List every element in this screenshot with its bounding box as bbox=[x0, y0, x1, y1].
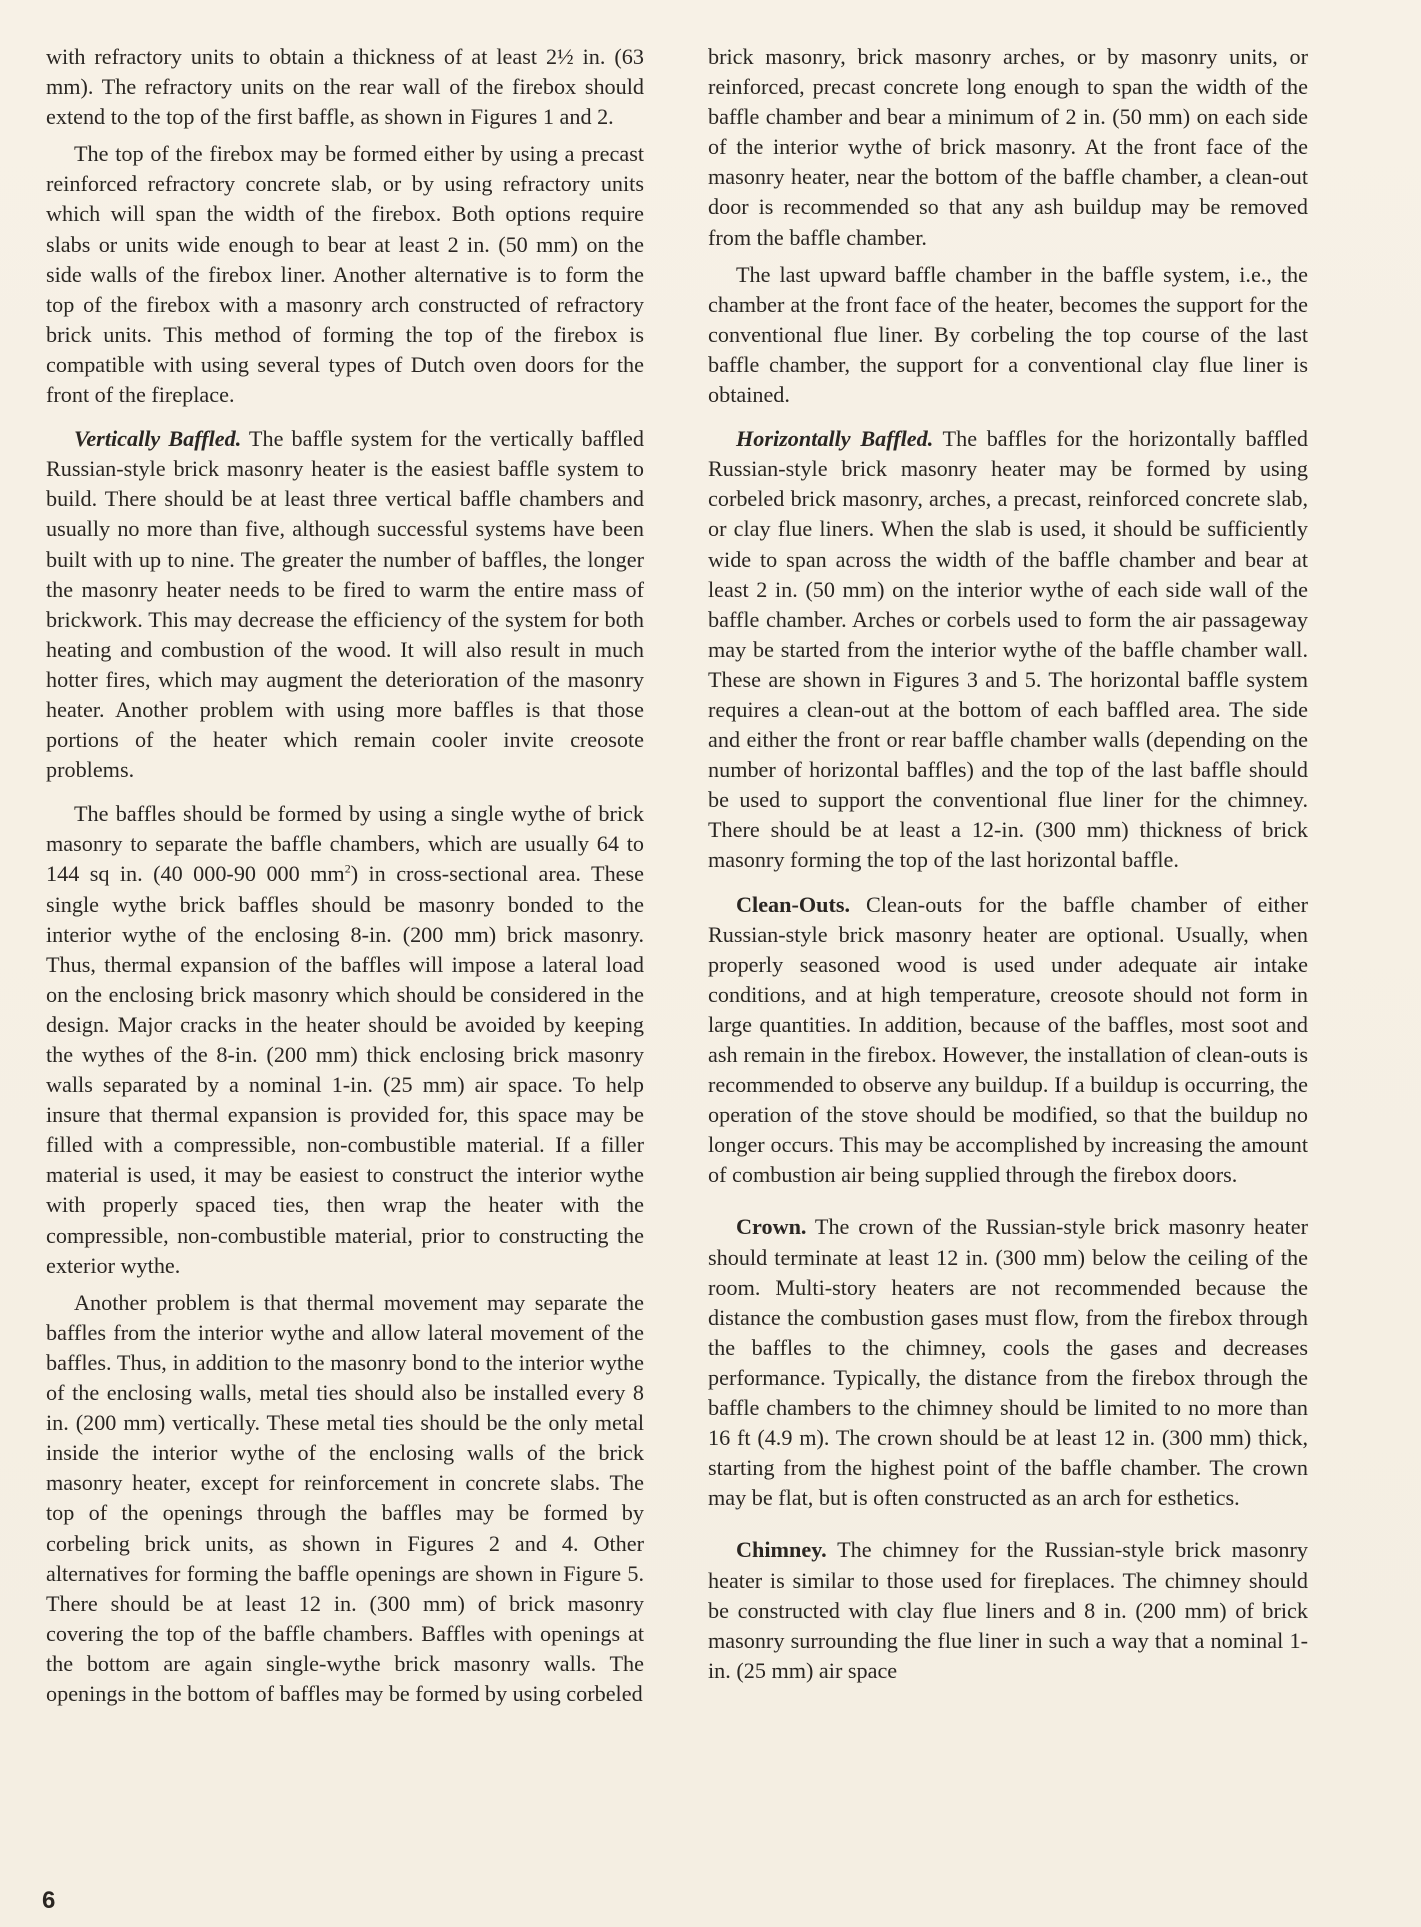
paragraph-text: ) in cross-sectional area. These single wythe brick baffles should be masonry bonded to the interior wythe of the enclosing 8-in. (200 mm) brick masonry. Thus, thermal expansion of the baffles will impose a lateral load on the enclosing brick masonry which should be considered in the design. Major cracks in the heater should be avoided by keeping the wythes of the 8-in. (200 mm) thick enclosing brick masonry walls separated by a nominal 1-in. (25 mm) air space. To help insure that thermal expansion is provided for, this space may be filled with a compressible, non-combustible material. If a filler material is used, it may be easiest to construct the interior wythe with properly spaced ties, then wrap the heater with the compressible, non-combustible material, prior to constructing the exterior wythe. bbox=[46, 861, 644, 1278]
paragraph-text: The baffles for the horizontally baffled Russian-style brick masonry heater may be formed by using corbeled brick masonry, arches, a precast, reinforced concrete slab, or clay flue liners. When the slab is used, it should be sufficiently wide to span across the width of the baffle chamber and bear at least 2 in. (50 mm) on the interior wythe of each side wall of the baffle chamber. Arches or corbels used to form the air passageway may be started from the interior wythe of the baffle chamber wall. These are shown in Figures 3 and 5. The horizontal baffle system requires a clean-out at the bottom of each baffled area. The side and either the front or rear baffle chamber walls (depending on the number of horizontal baffles) and the top of the last baffle should be used to support the conventional flue liner for the chimney. There should be at least a 12-in. (300 mm) thickness of brick masonry forming the top of the last horizontal baffle. bbox=[708, 426, 1309, 873]
paragraph-crown bbox=[708, 1212, 1308, 1513]
paragraph-clean-outs bbox=[708, 890, 1308, 1191]
right-column bbox=[708, 42, 1308, 1693]
paragraph bbox=[708, 42, 1308, 253]
paragraph bbox=[46, 1288, 644, 1709]
paragraph-vertically-baffled bbox=[46, 424, 644, 785]
paragraph-text: Another problem is that thermal movement may separate the baffles from the interior wythe and allow lateral movement of the baffles. Thus, in addition to the masonry bond to the interior wythe of the enclosing walls, metal ties should also be installed every 8 in. (200 mm) vertically. These metal ties should be the only metal inside the interior wythe of the enclosing walls of the brick masonry heater, except for reinforcement in concrete slabs. The top of the openings through the baffles may be formed by corbeling brick units, as shown in Figures 2 and 4. Other alternatives for forming the baffle openings are shown in Figure 5. There should be at least 12 in. (300 mm) of brick masonry covering the top of the baffle chambers. Baffles with openings at the bottom are again single-wythe brick masonry walls. The openings in the bottom of baffles may be formed by using corbeled bbox=[46, 1289, 644, 1706]
section-heading: Vertically Baffled. bbox=[74, 426, 242, 452]
paragraph-text: The baffle system for the vertically baffled Russian-style brick masonry heater is the easiest baffle system to build. There should be at least three vertical baffle chambers and usually no more than five, although successful systems have been built with up to nine. The greater the number of baffles, the longer the masonry heater needs to be fired to warm the entire mass of brickwork. This may decrease the efficiency of the system for both heating and combustion of the wood. It will also result in much hotter fires, which may augment the deterioration of the masonry heater. Another problem with using more baffles is that those portions of the heater which remain cooler invite creosote problems. bbox=[46, 426, 644, 783]
paragraph-text: The baffles should be formed by using a single wythe of brick masonry to separate the baffle chambers, which are usually 64 to 144 sq in. (40 000-90 000 mm bbox=[46, 801, 644, 887]
paragraph-text: Clean-outs for the baffle chamber of either Russian-style brick masonry heater are optional. Usually, when properly seasoned wood is used under adequate air intake conditions, and at high temperature, creosote should not form in large quantities. In addition, because of the baffles, most soot and ash remain in the firebox. However, the installation of clean-outs is recommended to observe any buildup. If a buildup is occurring, the operation of the stove should be modified, so that the buildup no longer occurs. This may be accomplished by increasing the amount of combustion air being supplied through the firebox doors. bbox=[708, 891, 1308, 1188]
page-number: 6 bbox=[42, 1887, 56, 1914]
section-heading: Clean-Outs. bbox=[736, 891, 851, 917]
paragraph-text: brick masonry, brick masonry arches, or by masonry units, or reinforced, precast concrete long enough to span the width of the baffle chamber and bear a minimum of 2 in. (50 mm) on each side of the interior wythe of brick masonry. At the front face of the masonry heater, near the bottom of the baffle chamber, a clean-out door is recommended so that any ash buildup may be removed from the baffle chamber. bbox=[708, 44, 1308, 250]
paragraph-text: The chimney for the Russian-style brick masonry heater is similar to those used for fireplaces. The chimney should be constructed with clay flue liners and 8 in. (200 mm) of brick masonry surrounding the flue liner in such a way that a nominal 1-in. (25 mm) air space bbox=[708, 1537, 1308, 1683]
superscript: 2 bbox=[344, 862, 351, 877]
paragraph-text: with refractory units to obtain a thickness of at least 2½ in. (63 mm). The refractory units on the rear wall of the firebox should extend to the top of the first baffle, as shown in Figures 1 and 2. bbox=[46, 44, 644, 130]
paragraph bbox=[46, 42, 644, 132]
paragraph bbox=[46, 139, 644, 410]
paragraph bbox=[708, 260, 1308, 410]
paragraph-text: The crown of the Russian-style brick masonry heater should terminate at least 12 in. (300 mm) below the ceiling of the room. Multi-story heaters are not recommended because the distance the combustion gases must flow, from the firebox through the baffles to the chimney, cools the gases and decreases performance. Typically, the distance from the firebox through the baffle chambers to the chimney should be limited to no more than 16 ft (4.9 m). The crown should be at least 12 in. (300 mm) thick, starting from the highest point of the baffle chamber. The crown may be flat, but is often constructed as an arch for esthetics. bbox=[708, 1214, 1308, 1511]
section-heading: Crown. bbox=[736, 1214, 807, 1240]
paragraph-chimney bbox=[708, 1535, 1308, 1685]
paragraph bbox=[46, 799, 644, 1281]
paragraph-horizontally-baffled bbox=[708, 424, 1308, 875]
section-heading: Horizontally Baffled. bbox=[736, 426, 934, 452]
paragraph-text: The last upward baffle chamber in the baffle system, i.e., the chamber at the front face of the heater, becomes the support for the conventional flue liner. By corbeling the top course of the last baffle chamber, the support for a conventional clay flue liner is obtained. bbox=[708, 261, 1308, 408]
left-column bbox=[46, 42, 644, 1716]
section-heading: Chimney. bbox=[736, 1537, 827, 1563]
paragraph-text: The top of the firebox may be formed either by using a precast reinforced refractory concrete slab, or by using refractory units which will span the width of the firebox. Both options require slabs or units wide enough to bear at least 2 in. (50 mm) on the side walls of the firebox liner. Another alternative is to form the top of the firebox with a masonry arch constructed of refractory brick units. This method of forming the top of the firebox is compatible with using several types of Dutch oven doors for the front of the fireplace. bbox=[46, 141, 644, 408]
